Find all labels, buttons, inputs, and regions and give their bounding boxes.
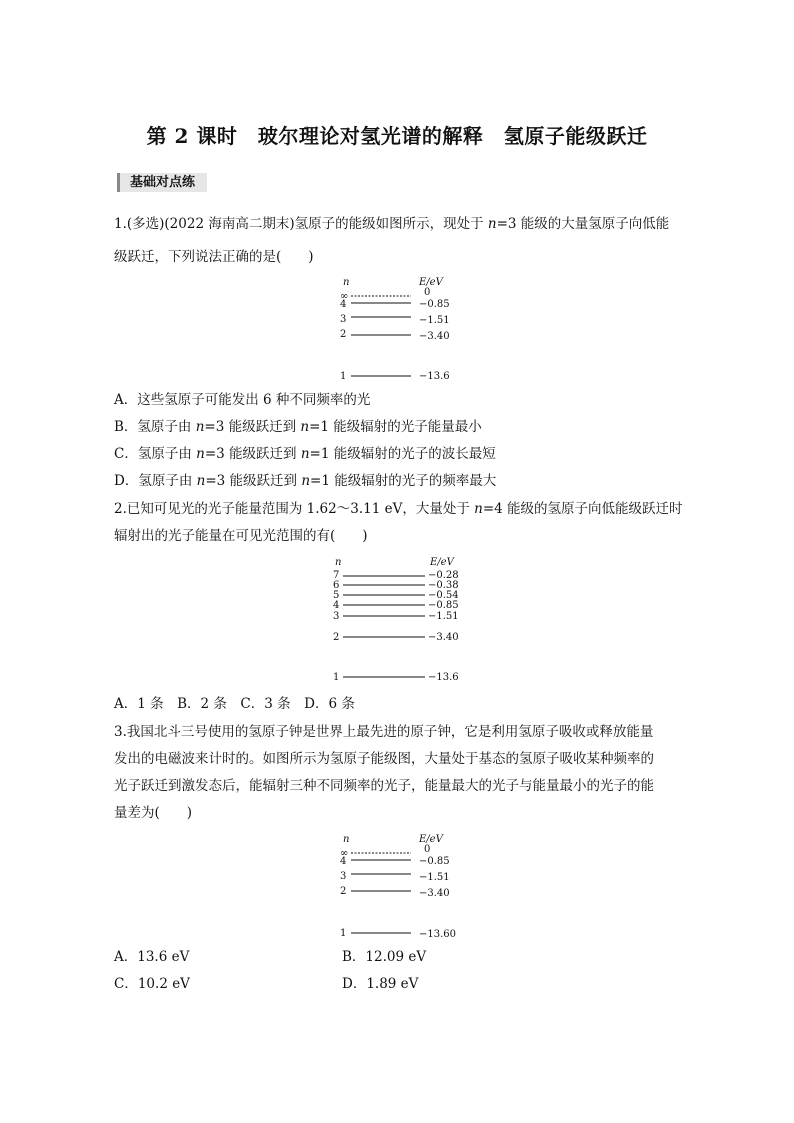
q1-level-energy: −3.40 xyxy=(419,331,450,342)
q1-stem-prefix: 1.(多选)(2022 海南高二期末)氢原子的能级如图所示，现处于 xyxy=(114,216,488,232)
option-text: 13.6 eV xyxy=(137,949,190,965)
q1-energy-header: E/eV xyxy=(419,277,443,288)
q3-n-header: n xyxy=(343,834,350,845)
option-text: 氢原子由 xyxy=(137,446,197,462)
option-text: =1 能级辐射的光子能量最小 xyxy=(309,419,482,435)
option-text: =3 能级跃迁到 xyxy=(205,473,302,489)
q3-stem-line-4: 量差为( ) xyxy=(114,805,193,821)
q3-level-label: 4 xyxy=(340,856,347,867)
option-letter: D． xyxy=(114,473,139,489)
q3-option-c xyxy=(114,975,190,993)
n-symbol: n xyxy=(300,419,310,435)
n-symbol: n xyxy=(196,473,206,489)
q2-level-energy: −0.28 xyxy=(428,570,459,581)
section-label: 基础对点练 xyxy=(117,173,207,192)
option-text: 1.89 eV xyxy=(366,976,419,992)
q2-level-label: 7 xyxy=(333,570,340,581)
q2-level-energy: −1.51 xyxy=(428,611,459,622)
option-text: 10.2 eV xyxy=(137,976,190,992)
q2-level-energy: −13.6 xyxy=(428,672,459,683)
q2-n-header: n xyxy=(335,557,342,568)
q1-stem-line-1 xyxy=(114,215,669,233)
option-text: 这些氢原子可能发出 6 种不同频率的光 xyxy=(137,392,371,408)
q2-energy-header: E/eV xyxy=(430,557,454,568)
option-letter: B． xyxy=(342,949,366,965)
q2-stem-prefix: 2.已知可见光的光子能量范围为 1.62～3.11 eV，大量处于 xyxy=(114,501,475,517)
q2-level-label: 5 xyxy=(333,590,340,601)
q1-n-symbol: n xyxy=(487,216,497,232)
q3-level-energy: −3.40 xyxy=(419,888,450,899)
q1-level-energy: −0.85 xyxy=(419,299,450,310)
q1-level-label: ∞ xyxy=(340,291,349,302)
q1-level-label: 1 xyxy=(340,371,347,382)
page-title: 第 2 课时 玻尔理论对氢光谱的解释 氢原子能级跃迁 xyxy=(146,124,648,148)
q3-level-label: 2 xyxy=(340,886,347,897)
q1-option-d xyxy=(114,472,496,490)
option-letter: D． xyxy=(342,976,367,992)
q2-level-4 xyxy=(333,600,459,611)
q3-level-4 xyxy=(340,856,450,867)
q2-stem-line-1 xyxy=(114,500,683,518)
q2-stem-suffix: =4 能级的氢原子向低能级跃迁时 xyxy=(482,501,683,517)
q2-level-label: 4 xyxy=(333,600,340,611)
q2-level-label: 3 xyxy=(333,611,340,622)
n-symbol: n xyxy=(195,419,205,435)
q1-levels xyxy=(340,287,450,382)
option-text: 氢原子由 xyxy=(137,419,196,435)
q3-level-2 xyxy=(340,886,450,899)
q1-option-c xyxy=(114,445,496,463)
q1-level-label: 3 xyxy=(340,314,347,325)
q3-stem-line-3: 光子跃迁到激发态后，能辐射三种不同频率的光子，能量最大的光子与能量最小的光子的能 xyxy=(114,778,654,794)
q3-stem-line-1: 3.我国北斗三号使用的氢原子钟是世界上最先进的原子钟，它是利用氢原子吸收或释放能量 xyxy=(114,724,654,740)
q1-level-label: 2 xyxy=(340,329,347,340)
q1-level-inf xyxy=(340,287,430,302)
q1-option-b xyxy=(114,418,482,436)
q3-stem-line-2: 发出的电磁波来计时的。如图所示为氢原子能级图，大量处于基态的氢原子吸收某种频率的 xyxy=(114,751,654,767)
q1-option-a xyxy=(114,391,370,409)
q1-level-3 xyxy=(340,314,450,326)
q1-level-energy: 0 xyxy=(424,287,431,298)
q1-level-2 xyxy=(340,329,450,342)
q3-option-b xyxy=(342,948,426,966)
q3-level-energy: −1.51 xyxy=(419,872,450,883)
q1-stem-suffix: =3 能级的大量氢原子向低能 xyxy=(496,216,670,232)
option-text: =3 能级跃迁到 xyxy=(204,446,301,462)
q2-level-label: 1 xyxy=(333,672,340,683)
option-letter: C． xyxy=(114,446,138,462)
n-symbol: n xyxy=(301,473,311,489)
q2-level-1 xyxy=(333,672,459,683)
q2-options: A．1 条 B．2 条 C．3 条 D．6 条 xyxy=(114,696,355,712)
q3-level-energy: −13.60 xyxy=(419,929,457,940)
option-letter: A． xyxy=(114,949,138,965)
q1-stem-line-2: 级跃迁，下列说法正确的是( ) xyxy=(114,249,314,265)
option-letter: A． xyxy=(114,392,138,408)
option-text: =1 能级辐射的光子的波长最短 xyxy=(309,446,496,462)
q3-level-label: 1 xyxy=(340,928,347,939)
q3-energy-level-diagram xyxy=(335,829,470,943)
q3-level-energy: 0 xyxy=(424,844,431,855)
q1-energy-level-diagram xyxy=(335,272,465,384)
option-text: =3 能级跃迁到 xyxy=(204,419,301,435)
n-symbol: n xyxy=(196,446,205,462)
q1-level-4 xyxy=(340,299,450,310)
q3-option-a xyxy=(114,948,189,966)
q1-level-1 xyxy=(340,371,450,382)
q2-level-3 xyxy=(333,611,459,622)
option-text: =1 能级辐射的光子的频率最大 xyxy=(310,473,497,489)
q1-n-header: n xyxy=(343,277,350,288)
q3-energy-header: E/eV xyxy=(419,834,443,845)
option-letter: C． xyxy=(114,976,138,992)
q2-level-label: 2 xyxy=(333,632,340,643)
q3-level-label: ∞ xyxy=(340,848,349,859)
n-symbol: n xyxy=(300,446,310,462)
q2-level-energy: −0.85 xyxy=(428,600,459,611)
q3-level-energy: −0.85 xyxy=(419,856,450,867)
q3-option-d xyxy=(342,975,418,993)
q2-stem-line-2: 辐射出的光子能量在可见光范围的有( ) xyxy=(114,528,368,544)
q2-n-symbol: n xyxy=(474,501,483,517)
option-letter: B． xyxy=(114,419,138,435)
q2-level-label: 6 xyxy=(333,580,340,591)
q2-level-2 xyxy=(333,632,459,643)
option-text: 12.09 eV xyxy=(365,949,427,965)
q3-level-label: 3 xyxy=(340,871,347,882)
q2-level-energy: −0.54 xyxy=(428,590,459,601)
q3-level-3 xyxy=(340,871,450,883)
q3-level-inf xyxy=(340,844,430,859)
option-text: 氢原子由 xyxy=(138,473,197,489)
q1-level-label: 4 xyxy=(340,299,347,310)
q2-level-energy: −0.38 xyxy=(428,580,459,591)
q1-level-energy: −13.6 xyxy=(419,371,450,382)
q2-level-energy: −3.40 xyxy=(428,632,459,643)
q3-level-1 xyxy=(340,928,456,940)
q1-level-energy: −1.51 xyxy=(419,315,450,326)
q2-energy-level-diagram xyxy=(330,553,470,685)
